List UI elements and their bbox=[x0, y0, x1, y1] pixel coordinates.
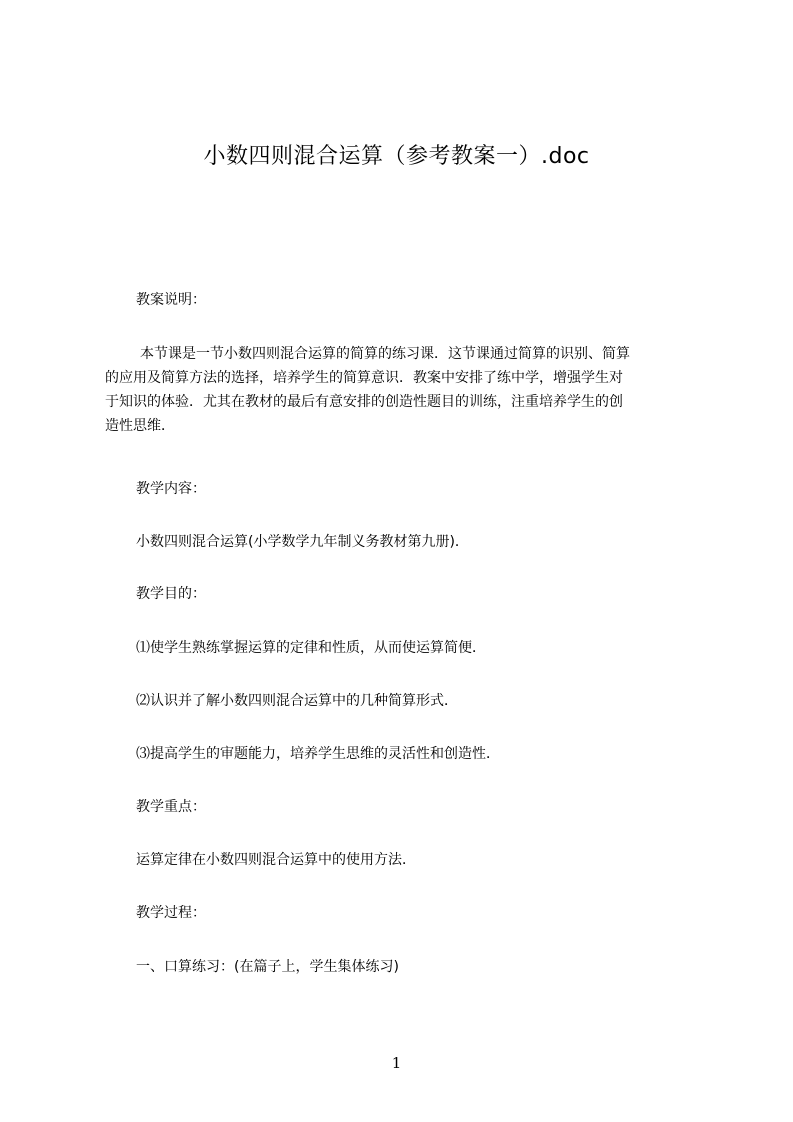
heading-lesson-notes: 教案说明： bbox=[136, 292, 206, 308]
intro-line: 的应用及简算方法的选择，培养学生的简算意识．教案中安排了练中学，增强学生对 bbox=[105, 370, 623, 386]
intro-line: 本节课是一节小数四则混合运算的简算的练习课．这节课通过简算的识别、简算 bbox=[140, 346, 630, 362]
page-number: 1 bbox=[391, 1054, 402, 1072]
intro-line: 于知识的体验．尤其在教材的最后有意安排的创造性题目的训练，注重培养学生的创 bbox=[105, 394, 623, 410]
document-title: 小数四则混合运算（参考教案一）.doc bbox=[203, 144, 590, 169]
heading-teaching-content: 教学内容： bbox=[136, 481, 206, 497]
teaching-content-text: 小数四则混合运算(小学数学九年制义务教材第九册)． bbox=[136, 534, 469, 550]
goal-item: ⑶提高学生的审题能力，培养学生思维的灵活性和创造性． bbox=[136, 746, 500, 762]
intro-line: 造性思维． bbox=[105, 418, 175, 434]
heading-teaching-goals: 教学目的： bbox=[136, 586, 206, 602]
process-step: 一、口算练习：(在篇子上，学生集体练习) bbox=[136, 959, 399, 975]
goal-item: ⑵认识并了解小数四则混合运算中的几种简算形式． bbox=[136, 693, 458, 709]
goal-item: ⑴使学生熟练掌握运算的定律和性质，从而使运算简便． bbox=[136, 640, 486, 656]
teaching-focus-text: 运算定律在小数四则混合运算中的使用方法． bbox=[136, 852, 416, 868]
heading-teaching-process: 教学过程： bbox=[136, 905, 206, 921]
heading-teaching-focus: 教学重点： bbox=[136, 799, 206, 815]
